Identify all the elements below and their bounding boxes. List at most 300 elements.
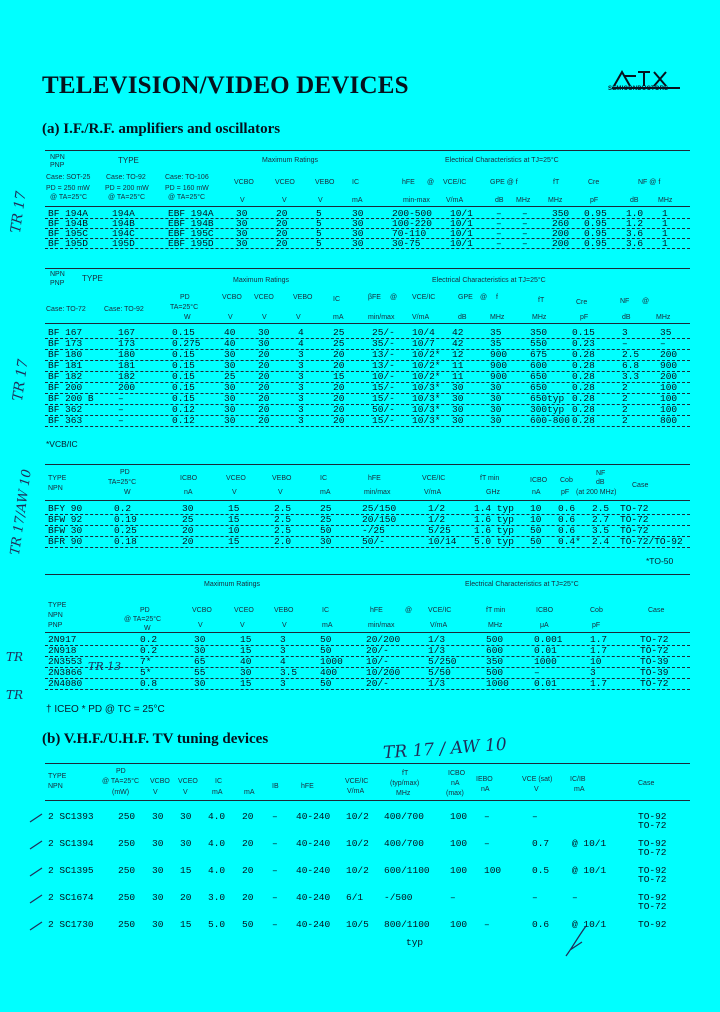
t4-cell: 10/200 xyxy=(366,667,401,678)
t3-cell: 20 xyxy=(182,536,194,547)
t3-cell: 0.6 xyxy=(558,514,576,525)
table1-top-rule xyxy=(45,150,690,151)
t1-cell: BF 194B xyxy=(48,218,88,229)
t3-footnote: *TO-50 xyxy=(646,556,674,566)
t2-u-ma: mA xyxy=(333,314,344,321)
t3-cell: 2.5 xyxy=(274,503,292,514)
t4-cell: 30 xyxy=(194,678,206,689)
section-b-heading: (b) V.H.F./U.H.F. TV tuning devices xyxy=(42,731,269,747)
tb-cell: 30 xyxy=(152,919,164,930)
t1-cell: 10/1 xyxy=(450,228,473,239)
t4-cell: 2N917 xyxy=(48,634,77,645)
t3-cell: 10 xyxy=(530,514,542,525)
t3-cell: 0.6 xyxy=(558,503,576,514)
t2-cell: 30 xyxy=(452,382,464,393)
t2-cell: 35 xyxy=(490,327,502,338)
t2-cell: 50/- xyxy=(372,404,395,415)
t2-cell: 30 xyxy=(224,415,236,426)
t1-cell: 5 xyxy=(316,218,322,229)
tb-cell: 0.5 xyxy=(532,865,550,876)
t2-cell: 15/- xyxy=(372,393,395,404)
t3-case: Case xyxy=(632,482,649,489)
tb-cell: 10/5 xyxy=(346,919,369,930)
t2-cell: 2 xyxy=(622,404,628,415)
t4-cell: TO-72 xyxy=(640,645,669,656)
t1-cell: 5 xyxy=(316,228,322,239)
t2-cell: 100 xyxy=(660,393,678,404)
t4-cell: 5* xyxy=(140,667,152,678)
t1-cell: – xyxy=(496,218,502,229)
t2-cell: 0.28 xyxy=(572,382,595,393)
tb-cell: – xyxy=(484,838,490,849)
t2-ic: IC xyxy=(333,296,340,303)
tb-cell: 30 xyxy=(152,838,164,849)
table4-top-rule xyxy=(45,574,690,575)
tb-cell: – xyxy=(532,892,538,903)
t2-bfe: βFE xyxy=(368,294,381,301)
t3-u-v2: V xyxy=(278,489,283,496)
t3-cell: 25/150 xyxy=(362,503,397,514)
t1-cell: 3.6 xyxy=(626,238,644,249)
t1-cell: 20 xyxy=(276,238,288,249)
t1-cell: 5 xyxy=(316,208,322,219)
t4-cell: 1/3 xyxy=(428,678,446,689)
t4-footnote: † ICEO * PD @ TC = 25°C xyxy=(46,704,165,715)
t3-cell: BFW 92 xyxy=(48,514,83,525)
t1-elec-char: Electrical Characteristics at TJ=25°C xyxy=(445,157,559,164)
t4-u-v1: V xyxy=(198,622,203,629)
t2-cell: – xyxy=(118,393,124,404)
t2-at: @ xyxy=(390,294,398,301)
t1-type: TYPE xyxy=(118,156,139,165)
tb-mhz: MHz xyxy=(396,790,411,797)
t3-u-pf: pF xyxy=(561,489,570,496)
t4-pnp: PNP xyxy=(48,622,63,629)
t1-cell: 0.95 xyxy=(584,208,607,219)
t3-vceic: VCE/IC xyxy=(422,475,446,482)
t2-cell: 30 xyxy=(258,338,270,349)
t2-cell: 15/- xyxy=(372,382,395,393)
t1-cell: 194B xyxy=(112,218,135,229)
t2-cell: 30 xyxy=(224,360,236,371)
t3-nf: NF xyxy=(596,470,606,477)
t1-cell: 10/1 xyxy=(450,238,473,249)
tb-cell: TO-92 xyxy=(638,865,667,876)
t2-cell: 650typ xyxy=(530,393,565,404)
t2-cell: 10/7 xyxy=(412,338,435,349)
t2-type: TYPE xyxy=(82,274,103,283)
tb-cell: 5.0 xyxy=(208,919,226,930)
t2-cell: BF 180 xyxy=(48,349,83,360)
t2-cell: 2 xyxy=(622,393,628,404)
tb-cell: 50 xyxy=(242,919,254,930)
t2-vceic: VCE/IC xyxy=(412,294,436,301)
t1-cell: 30 xyxy=(236,228,248,239)
t3-cell: 30 xyxy=(320,536,332,547)
t2-cell: 0.28 xyxy=(572,349,595,360)
t2-cell: 675 xyxy=(530,349,548,360)
t2-cell: 10/2* xyxy=(412,349,441,360)
t1-at: @ xyxy=(427,179,435,186)
tb-cell: 30 xyxy=(180,811,192,822)
t2-cell: 40 xyxy=(224,338,236,349)
t1-cell: 10/1 xyxy=(450,218,473,229)
t1-npn: NPN xyxy=(50,154,65,161)
t1-cell: 1.2 xyxy=(626,218,644,229)
t3-cell: 1/2 xyxy=(428,514,446,525)
t2-cell: 15/- xyxy=(372,415,395,426)
t1-cell: BF 195D xyxy=(48,238,88,249)
tb-cell: 0.6 xyxy=(532,919,550,930)
t2-cell: BF 182 xyxy=(48,371,83,382)
t2-cell: 20 xyxy=(258,415,270,426)
t1-cell: 10/1 xyxy=(450,208,473,219)
tb-case: Case xyxy=(638,780,655,787)
t2-cell: 0.275 xyxy=(172,338,201,349)
t1-ic: IC xyxy=(352,179,359,186)
t1-ta3: @ TA=25°C xyxy=(168,194,206,201)
t4-cell: 1000 xyxy=(320,656,343,667)
t2-cell: 35 xyxy=(490,338,502,349)
t3-ta: TA=25°C xyxy=(108,479,137,486)
t4-at: @ xyxy=(405,607,413,614)
tb-cell: 100 xyxy=(450,811,468,822)
t2-cell: 20 xyxy=(258,360,270,371)
t1-cell: 30 xyxy=(352,238,364,249)
t3-type: TYPE xyxy=(48,475,67,482)
t2-cell: 100 xyxy=(660,382,678,393)
t2-cell: 11 xyxy=(452,371,464,382)
tb-cell: 20 xyxy=(242,892,254,903)
t1-pd-to106: PD = 160 mW xyxy=(165,185,209,192)
t2-cell: 3 xyxy=(298,360,304,371)
t1-pnp: PNP xyxy=(50,162,65,169)
t4-u-ua: μA xyxy=(540,622,549,629)
t1-u-mhz2: MHz xyxy=(548,197,563,204)
t2-u-db2: dB xyxy=(622,314,631,321)
t1-u-v1: V xyxy=(240,197,245,204)
t1-u-mhz3: MHz xyxy=(658,197,673,204)
t1-cell: – xyxy=(496,238,502,249)
tb-cell: 2 SC1674 xyxy=(48,892,94,903)
t2-cell: 30 xyxy=(452,415,464,426)
t4-ic: IC xyxy=(322,607,329,614)
table3-top-rule xyxy=(45,464,690,465)
t3-u-at: (at 200 MHz) xyxy=(576,489,617,496)
t3-u-ma: mA xyxy=(320,489,331,496)
tb-cell: 250 xyxy=(118,865,136,876)
tb-cell: 20 xyxy=(242,811,254,822)
tb-cell: TO-92 xyxy=(638,919,667,930)
t2-cell: 20 xyxy=(333,382,345,393)
t1-cell: 1 xyxy=(662,218,668,229)
t2-cell: BF 167 xyxy=(48,327,83,338)
t1-cre: Cre xyxy=(588,179,600,186)
tb-cell: 400/700 xyxy=(384,838,424,849)
t4-cell: 0.8 xyxy=(140,678,158,689)
t3-cell: 20/150 xyxy=(362,514,397,525)
t4-cell: 1/3 xyxy=(428,645,446,656)
t2-cell: 181 xyxy=(118,360,136,371)
t1-cell: EBF 195C xyxy=(168,228,214,239)
tb-cell: 40-240 xyxy=(296,892,331,903)
t3-icbo2: ICBO xyxy=(530,477,548,484)
t3-cell: 0.6 xyxy=(558,525,576,536)
t4-cell: 500 xyxy=(486,667,504,678)
t1-cell: 260 xyxy=(552,218,570,229)
t2-case-to92: Case: TO-92 xyxy=(104,306,144,313)
t3-cell: 2.5 xyxy=(592,503,610,514)
t2-cell: 200 xyxy=(660,349,678,360)
t4-cell: 30 xyxy=(194,634,206,645)
t4-ta: @ TA=25°C xyxy=(124,616,162,623)
t2-cell: 2 xyxy=(622,415,628,426)
t2-cell: 42 xyxy=(452,338,464,349)
t1-cell: 1 xyxy=(662,208,668,219)
t2-cell: 30 xyxy=(490,382,502,393)
t2-cell: 0.28 xyxy=(572,415,595,426)
t1-case-to106: Case: TO-106 xyxy=(165,174,209,181)
t1-pd-sot: PD = 250 mW xyxy=(46,185,90,192)
tb-ta: @ TA=25°C xyxy=(102,778,140,785)
tb-cell: 250 xyxy=(118,811,136,822)
tb-cell: 30 xyxy=(152,865,164,876)
t2-u-mhz2: MHz xyxy=(532,314,547,321)
t3-cell: BFW 30 xyxy=(48,525,83,536)
t1-cell: – xyxy=(496,208,502,219)
tb-na2: nA xyxy=(481,786,490,793)
t1-nf: NF @ f xyxy=(638,179,661,186)
t4-row-rule xyxy=(45,689,690,690)
t4-vceic: VCE/IC xyxy=(428,607,452,614)
tb-cell: – xyxy=(572,892,578,903)
t2-cell: 0.28 xyxy=(572,371,595,382)
tb-cell: 6/1 xyxy=(346,892,364,903)
tb-cell: – xyxy=(484,811,490,822)
tb-v: V xyxy=(534,786,539,793)
t1-cell: 0.95 xyxy=(584,228,607,239)
t3-w: W xyxy=(124,489,131,496)
t1-vebo: VEBO xyxy=(315,179,335,186)
tb-cell: 10/2 xyxy=(346,865,369,876)
t4-cell: 1.7 xyxy=(590,678,608,689)
t2-cell: 15 xyxy=(333,371,345,382)
tb-ftsub: (typ/max) xyxy=(390,780,420,787)
t4-cell: 15 xyxy=(240,678,252,689)
tb-cell: – xyxy=(272,838,278,849)
handwritten-tr17-aw10-side: TR 17/AW 10 xyxy=(8,468,35,557)
t2-cell: 13/- xyxy=(372,360,395,371)
tb-cell: @ 10/1 xyxy=(572,919,607,930)
t2-cell: – xyxy=(118,415,124,426)
t3-cell: TO-72 xyxy=(620,503,649,514)
t2-cell: 30 xyxy=(490,404,502,415)
t2-cell: 20 xyxy=(333,415,345,426)
tb-vma: V/mA xyxy=(347,788,365,795)
t4-max: Maximum Ratings xyxy=(204,581,261,588)
tb-max: (max) xyxy=(446,790,464,797)
t1-u-minmax: min-max xyxy=(403,197,430,204)
t3-cell: -/25 xyxy=(362,525,385,536)
t4-cell: 10 xyxy=(590,656,602,667)
t4-vceo: VCEO xyxy=(234,607,254,614)
t3-cell: TO-72 xyxy=(620,514,649,525)
t3-pd: PD xyxy=(120,469,130,476)
t3-cell: 10 xyxy=(530,503,542,514)
handwritten-tr17-b: TR 17 xyxy=(10,358,32,403)
tb-cell: 3.0 xyxy=(208,892,226,903)
t3-cell: TO-72 xyxy=(620,525,649,536)
tb-u-ma1: mA xyxy=(212,789,223,796)
t2-pnp: PNP xyxy=(50,280,65,287)
tb-na: nA xyxy=(451,780,460,787)
t2-cre: Cre xyxy=(576,299,588,306)
t2-gpe: GPE xyxy=(458,294,473,301)
t3-cell: 0.18 xyxy=(114,536,137,547)
table2-top-rule xyxy=(45,268,690,269)
t1-cell: 30 xyxy=(352,228,364,239)
t4-u-mhz: MHz xyxy=(488,622,503,629)
t4-cell: 3 xyxy=(590,667,596,678)
tb-vceic: VCE/IC xyxy=(345,778,369,785)
t2-cell: 30 xyxy=(224,404,236,415)
tb-cell: 20 xyxy=(242,838,254,849)
handwritten-tr17-a: TR 17 xyxy=(8,190,30,235)
t2-cell: 30 xyxy=(224,382,236,393)
t4-case: Case xyxy=(648,607,665,614)
t2-pd: PD xyxy=(180,294,190,301)
t1-cell: EBF 195D xyxy=(168,238,214,249)
tb-cell: 250 xyxy=(118,892,136,903)
t4-type: TYPE xyxy=(48,602,67,609)
t2-u-pf: pF xyxy=(580,314,589,321)
t2-footnote: *VCB/IC xyxy=(46,439,78,449)
t2-cell: 650 xyxy=(530,371,548,382)
t1-pd-to92: PD = 200 mW xyxy=(105,185,149,192)
t1-vceic: VCE/IC xyxy=(443,179,467,186)
t4-cell: 0.01 xyxy=(534,678,557,689)
t4-cell: 2N4080 xyxy=(48,678,83,689)
t2-cell: 3 xyxy=(298,382,304,393)
t2-w: W xyxy=(184,314,191,321)
tableb-header-rule xyxy=(45,800,690,801)
t2-cell: 0.15 xyxy=(172,327,195,338)
tb-cell: TO-92 xyxy=(638,811,667,822)
t3-cell: 15 xyxy=(228,514,240,525)
t1-cell: EBF 194B xyxy=(168,218,214,229)
t3-cell: BFR 90 xyxy=(48,536,83,547)
table4-header-rule xyxy=(45,632,690,633)
t2-cell: 25 xyxy=(333,327,345,338)
t3-cell: 50 xyxy=(320,525,332,536)
t2-ft: fT xyxy=(538,297,545,304)
t4-cell: 350 xyxy=(486,656,504,667)
t2-cell: 20 xyxy=(333,360,345,371)
tb-cell: 0.7 xyxy=(532,838,550,849)
t4-cell: 3.5 xyxy=(280,667,298,678)
t2-cell: 550 xyxy=(530,338,548,349)
t1-cell: – xyxy=(522,208,528,219)
t2-cell: 12 xyxy=(452,349,464,360)
t1-u-vma: V/mA xyxy=(446,197,464,204)
t2-cell: 35 xyxy=(660,327,672,338)
t3-cell: 25 xyxy=(320,503,332,514)
t2-cell: 0.12 xyxy=(172,415,195,426)
t4-cell: 30 xyxy=(194,645,206,656)
t2-cell: 30 xyxy=(258,327,270,338)
handwritten-tr-2: TR xyxy=(6,688,24,702)
t3-u-na2: nA xyxy=(532,489,541,496)
t4-cell: TO-72 xyxy=(640,634,669,645)
t2-cell: 20 xyxy=(258,349,270,360)
t3-cell: BFY 90 xyxy=(48,503,83,514)
t4-cell: 1/3 xyxy=(428,634,446,645)
t2-cell: 20 xyxy=(333,404,345,415)
t3-u-minmax: min/max xyxy=(364,489,391,496)
t3-cell: 0.4* xyxy=(558,536,581,547)
t3-cell: 50 xyxy=(530,525,542,536)
t2-cell: 10/3* xyxy=(412,404,441,415)
tb-cell: 4.0 xyxy=(208,811,226,822)
tableb-top-rule xyxy=(45,763,690,764)
t2-cell: 200 xyxy=(660,371,678,382)
t4-cell: 600 xyxy=(486,645,504,656)
t1-hfe: hFE xyxy=(402,179,415,186)
t4-ft: fT min xyxy=(486,607,506,614)
handwritten-tr17-aw10: TR 17 / AW 10 xyxy=(382,734,508,764)
t1-u-ma: mA xyxy=(352,197,363,204)
t1-cell: 30 xyxy=(352,218,364,229)
t4-cell: 4 xyxy=(280,656,286,667)
t2-u-v3: V xyxy=(296,314,301,321)
t2-f: f xyxy=(496,294,498,301)
t1-cell: 30-75 xyxy=(392,238,421,249)
t2-cell: 10/4 xyxy=(412,327,435,338)
t2-u-db: dB xyxy=(458,314,467,321)
t4-cell: 400 xyxy=(320,667,338,678)
tb-cell: 400/700 xyxy=(384,811,424,822)
tb-u-v1: V xyxy=(153,789,158,796)
t2-u-v1: V xyxy=(228,314,233,321)
page-title: TELEVISION/VIDEO DEVICES xyxy=(42,72,409,99)
tb-npn: NPN xyxy=(48,783,63,790)
t2-cell: 0.28 xyxy=(572,393,595,404)
t2-cell: 2 xyxy=(622,382,628,393)
t2-cell: 3 xyxy=(622,327,628,338)
t2-cell: 30 xyxy=(490,415,502,426)
t4-cell: 50 xyxy=(320,645,332,656)
t4-cell: 40 xyxy=(240,656,252,667)
t2-cell: 30 xyxy=(452,393,464,404)
tb-icib: IC/IB xyxy=(570,776,586,783)
t1-cell: 70-110 xyxy=(392,228,427,239)
t2-cell: 800 xyxy=(660,415,678,426)
t2-cell: 20 xyxy=(258,404,270,415)
t2-cell: 10/3* xyxy=(412,382,441,393)
tb-cell: 250 xyxy=(118,919,136,930)
tb-cell: 2 SC1393 xyxy=(48,811,94,822)
t1-cell: 30 xyxy=(236,238,248,249)
t2-cell: 25 xyxy=(224,371,236,382)
t3-cell: 0.2 xyxy=(114,503,132,514)
t2-elec: Electrical Characteristics at TJ=25°C xyxy=(432,277,546,284)
t2-cell: 182 xyxy=(118,371,136,382)
t1-ta1: @ TA=25°C xyxy=(50,194,88,201)
t2-cell: 10/3* xyxy=(412,393,441,404)
tb-icbo: ICBO xyxy=(448,770,466,777)
t1-cell: – xyxy=(522,228,528,239)
margin-tick-icon xyxy=(28,920,44,932)
